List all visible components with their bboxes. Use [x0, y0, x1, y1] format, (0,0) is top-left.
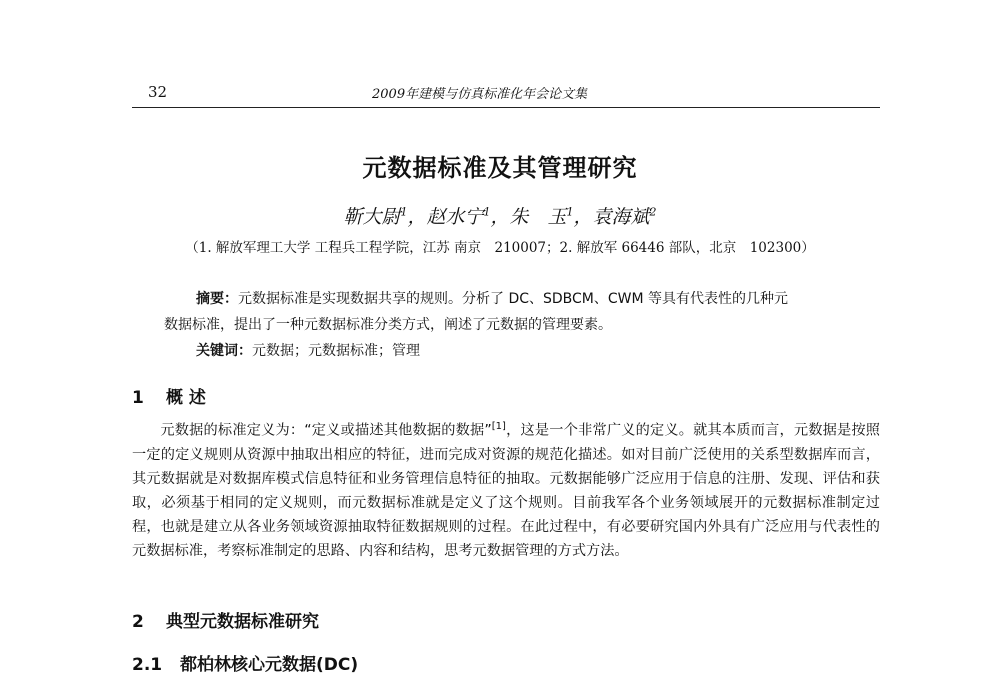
section-number: 1 [132, 388, 144, 408]
author-name: 袁海斌 [592, 206, 650, 228]
section-number: 2.1 [132, 655, 163, 675]
paper-title: 元数据标准及其管理研究 [362, 154, 638, 182]
author-affiliation-mark: 1 [566, 205, 574, 219]
author-affiliation-mark: 2 [649, 205, 657, 219]
section-heading-2 [132, 607, 319, 632]
abstract-line-1 [196, 288, 788, 308]
subsection-heading-2-1 [132, 650, 358, 675]
section-1-paragraph [132, 415, 880, 563]
page-number: 32 [148, 83, 168, 101]
keywords-line [196, 340, 420, 360]
paragraph-text: ，这是一个非常广义的定义。就其本质而言，元数据是按照一定的定义规则从资源中抽取出相应的特征，进而完成对资源的规范化描述。如对目前广泛使用的关系型数据库而言，其元数据就是对数据库模式信息特征和业务管理信息特征的抽取。元数据能够广泛应用于信息的注册、发现、评估和获取，必须基于相同的定义规则，而元数据标准就是定义了这个规则。目前我军各个业务领域展开的元数据标准制定过程，也就是建立从各业务领域资源抽取特征数据规则的过程。在此过程中，有必要研究国内外具有广泛应用与代表性的元数据标准，考察标准制定的思路、内容和结构，思考元数据管理的方式方法。 [132, 422, 880, 559]
author-affiliation-mark: 1 [400, 205, 408, 219]
section-title: 概 述 [166, 388, 206, 408]
author-name: 赵水宁 [426, 206, 484, 228]
author-name: 朱 玉 [509, 206, 567, 228]
author-list: 靳大尉$^1$，赵水宁$^1$，朱 玉$^1$，袁海斌$^2$ [343, 205, 657, 228]
running-header: 2009年建模与仿真标准化年会论文集 [372, 87, 588, 102]
paragraph-text: 元数据的标准定义为：“定义或描述其他数据的数据” [160, 422, 492, 439]
section-number: 2 [132, 612, 144, 632]
section-title: 典型元数据标准研究 [166, 612, 319, 632]
section-title: 都柏林核心元数据(DC) [180, 655, 359, 675]
affiliations: （1. 解放军理工大学 工程兵工程学院，江苏 南京 210007；2. 解放军 66446 部队，北京 102300） [185, 240, 815, 256]
abstract-text: 元数据标准是实现数据共享的规则。分析了 DC、SDBCM、CWM 等具有代表性的几种元 [238, 291, 789, 307]
keywords-text: 元数据；元数据标准；管理 [252, 343, 420, 359]
citation-ref[interactable]: [1] [491, 421, 506, 432]
abstract-text: 数据标准，提出了一种元数据标准分类方式，阐述了元数据的管理要素。 [164, 317, 612, 333]
abstract-label: 摘要： [196, 291, 238, 307]
abstract-line-2 [164, 314, 612, 334]
author-name: 靳大尉 [343, 206, 401, 228]
keywords-label: 关键词： [196, 343, 252, 359]
author-affiliation-mark: 1 [483, 205, 491, 219]
header-rule [132, 107, 880, 108]
cut-off-text-line [164, 675, 880, 682]
section-heading-1 [132, 383, 206, 408]
